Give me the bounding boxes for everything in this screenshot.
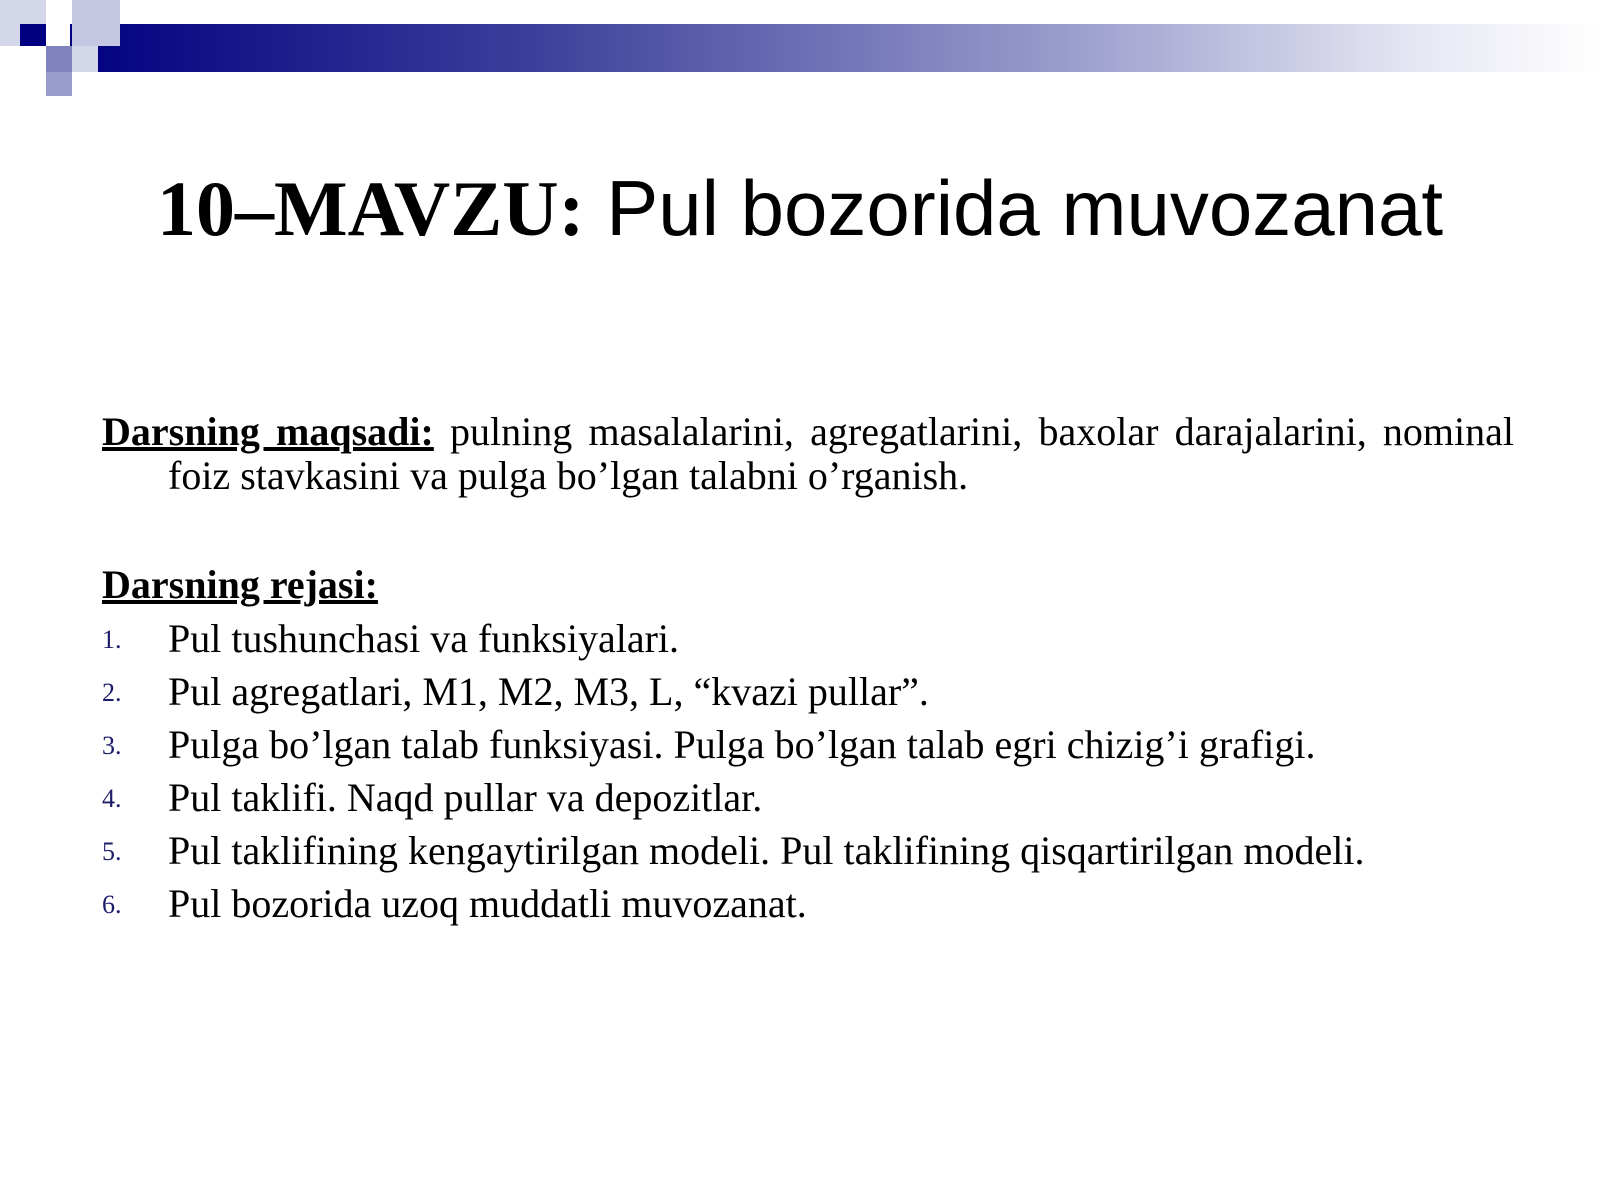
plan-item-number: 4. [102,784,122,813]
plan-item-number: 3. [102,731,122,760]
goal-text: pulning masalalarini, agregatlarini, baxolar darajalarini, nominal foiz stavkasini va pulga bo’lgan talabni o’rganish. [168,409,1514,498]
plan-item-number: 6. [102,890,122,919]
title-topic-number: 10–MAVZU: [156,165,585,252]
plan-item-text: Pulga bo’lgan talab funksiyasi. Pulga bo’lgan talab egri chizig’i grafigi. [168,722,1316,767]
lesson-goal [102,410,1514,498]
plan-item-text: Pul bozorida uzoq muddatli muvozanat. [168,881,807,926]
plan-item [102,771,1514,824]
title-topic-name: Pul bozorida muvozanat [584,164,1444,252]
header-square [0,46,46,92]
plan-item [102,824,1514,877]
slide-title [0,160,1600,257]
plan-label: Darsning rejasi: [102,562,378,607]
plan-item-text: Pul tushunchasi va funksiyalari. [168,616,680,661]
plan-item [102,877,1514,930]
plan-item-number: 2. [102,678,122,707]
plan-heading [102,558,1514,612]
plan-item-text: Pul taklifi. Naqd pullar va depozitlar. [168,775,763,820]
header-square [20,24,46,48]
plan-item-text: Pul agregatlari, M1, M2, M3, L, “kvazi pullar”. [168,669,929,714]
header-gradient-bar [70,24,1600,72]
slide-body [102,410,1514,930]
header-square [46,72,72,96]
header-square [46,46,72,72]
plan-item-number: 5. [102,837,122,866]
plan-item [102,718,1514,771]
plan-item-number: 1. [102,625,122,654]
plan-item [102,612,1514,665]
plan-list [102,612,1514,930]
plan-item-text: Pul taklifining kengaytirilgan modeli. Pul taklifining qisqartirilgan modeli. [168,828,1365,873]
plan-item [102,665,1514,718]
header-square [72,0,120,46]
goal-label: Darsning maqsadi: [102,409,434,454]
header-square [72,46,98,72]
